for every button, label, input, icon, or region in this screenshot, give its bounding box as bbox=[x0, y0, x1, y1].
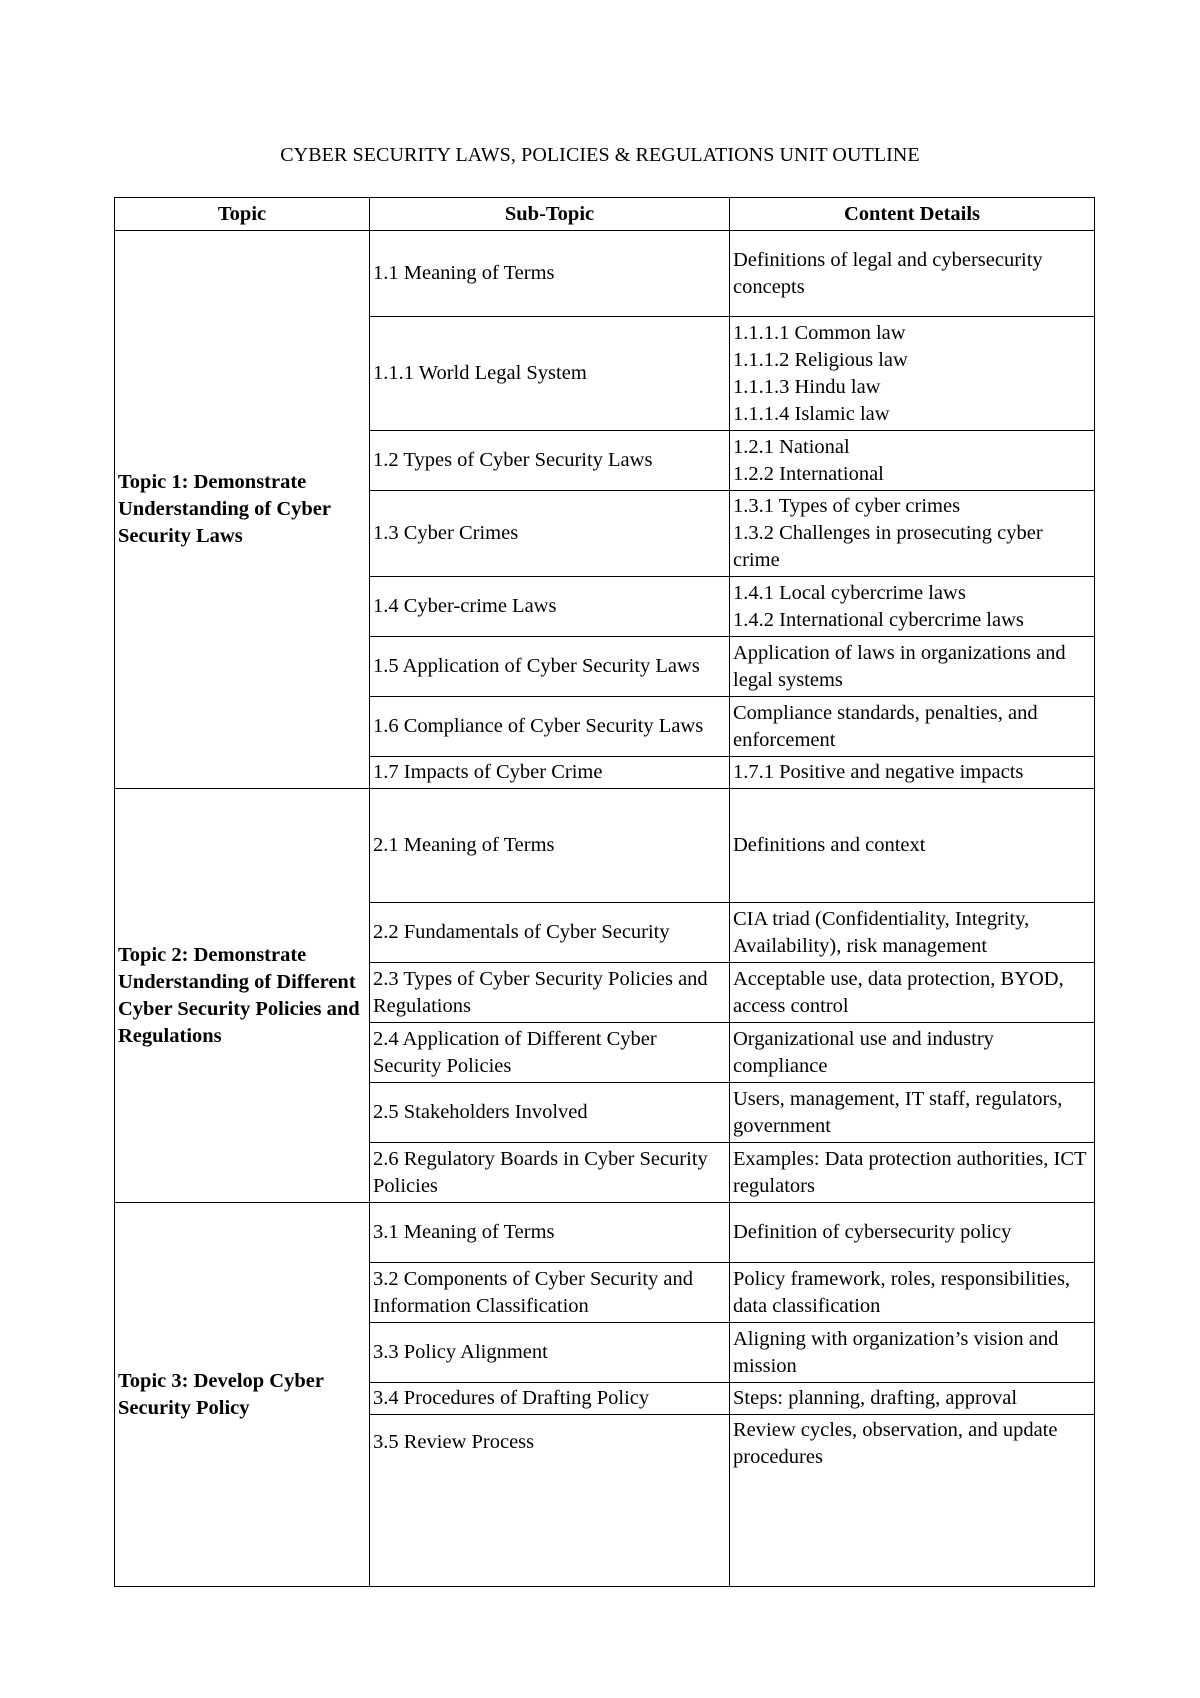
sub-topic-cell: 2.3 Types of Cyber Security Policies and Regulations bbox=[370, 963, 730, 1023]
sub-topic-cell: 1.3 Cyber Crimes bbox=[370, 491, 730, 577]
content-line: Definitions of legal and cybersecurity concepts bbox=[733, 248, 1043, 298]
topic-cell: Topic 2: Demonstrate Understanding of Different Cyber Security Policies and Regulations bbox=[115, 789, 370, 1203]
content-details-cell bbox=[730, 577, 1095, 637]
content-details-cell bbox=[730, 1383, 1095, 1415]
table-row bbox=[115, 231, 1095, 317]
header-sub-topic: Sub-Topic bbox=[370, 198, 730, 231]
header-content-details: Content Details bbox=[730, 198, 1095, 231]
content-line: 1.4.2 International cybercrime laws bbox=[733, 608, 1024, 631]
header-topic: Topic bbox=[115, 198, 370, 231]
sub-topic-cell: 1.4 Cyber-crime Laws bbox=[370, 577, 730, 637]
content-details-cell bbox=[730, 1203, 1095, 1263]
sub-topic-cell: 3.1 Meaning of Terms bbox=[370, 1203, 730, 1263]
content-details-cell bbox=[730, 431, 1095, 491]
topic-cell: Topic 1: Demonstrate Understanding of Cyber Security Laws bbox=[115, 231, 370, 789]
content-line: 1.4.1 Local cybercrime laws bbox=[733, 581, 966, 604]
content-line: Acceptable use, data protection, BYOD, access control bbox=[733, 967, 1064, 1017]
header-row bbox=[115, 198, 1095, 231]
content-line: Examples: Data protection authorities, ICT regulators bbox=[733, 1147, 1087, 1197]
sub-topic-cell: 2.2 Fundamentals of Cyber Security bbox=[370, 903, 730, 963]
sub-topic-cell: 3.3 Policy Alignment bbox=[370, 1323, 730, 1383]
content-line: Application of laws in organizations and legal systems bbox=[733, 641, 1066, 691]
content-details-cell bbox=[730, 1023, 1095, 1083]
content-details-cell bbox=[730, 1263, 1095, 1323]
sub-topic-cell: 1.1 Meaning of Terms bbox=[370, 231, 730, 317]
content-details-cell bbox=[730, 1143, 1095, 1203]
content-details-cell bbox=[730, 1083, 1095, 1143]
content-line: Users, management, IT staff, regulators, government bbox=[733, 1087, 1063, 1137]
content-details-cell bbox=[730, 491, 1095, 577]
content-line: Organizational use and industry compliance bbox=[733, 1027, 994, 1077]
sub-topic-cell: 2.4 Application of Different Cyber Security Policies bbox=[370, 1023, 730, 1083]
content-line: 1.3.1 Types of cyber crimes bbox=[733, 495, 961, 517]
sub-topic-cell: 3.4 Procedures of Drafting Policy bbox=[370, 1383, 730, 1415]
table-row bbox=[115, 789, 1095, 903]
content-line: 1.1.1.3 Hindu law bbox=[733, 375, 881, 398]
content-details-cell bbox=[730, 231, 1095, 317]
content-details-cell bbox=[730, 317, 1095, 431]
sub-topic-cell: 2.6 Regulatory Boards in Cyber Security Policies bbox=[370, 1143, 730, 1203]
content-details-cell bbox=[730, 757, 1095, 789]
sub-topic-cell: 1.6 Compliance of Cyber Security Laws bbox=[370, 697, 730, 757]
content-line: 1.7.1 Positive and negative impacts bbox=[733, 761, 1024, 783]
table-body bbox=[115, 231, 1095, 1587]
sub-topic-cell: 1.7 Impacts of Cyber Crime bbox=[370, 757, 730, 789]
content-line: 1.2.1 National bbox=[733, 435, 850, 458]
content-line: Policy framework, roles, responsibilities, data classification bbox=[733, 1267, 1071, 1317]
content-details-cell bbox=[730, 637, 1095, 697]
sub-topic-cell: 3.5 Review Process bbox=[370, 1415, 730, 1587]
content-line: 1.2.2 International bbox=[733, 462, 884, 485]
sub-topic-cell: 2.1 Meaning of Terms bbox=[370, 789, 730, 903]
sub-topic-cell: 1.2 Types of Cyber Security Laws bbox=[370, 431, 730, 491]
content-line: 1.1.1.1 Common law bbox=[733, 321, 906, 344]
table-row bbox=[115, 1203, 1095, 1263]
sub-topic-cell: 2.5 Stakeholders Involved bbox=[370, 1083, 730, 1143]
page-title: CYBER SECURITY LAWS, POLICIES & REGULATIONS UNIT OUTLINE bbox=[280, 144, 920, 166]
content-details-cell bbox=[730, 903, 1095, 963]
content-line: 1.1.1.2 Religious law bbox=[733, 348, 908, 371]
content-line: Definitions and context bbox=[733, 834, 926, 856]
content-details-cell bbox=[730, 963, 1095, 1023]
content-line: Review cycles, observation, and update procedures bbox=[733, 1419, 1058, 1468]
content-line: Steps: planning, drafting, approval bbox=[733, 1387, 1018, 1409]
content-details-cell bbox=[730, 1323, 1095, 1383]
unit-outline-table bbox=[114, 197, 1095, 1587]
content-line: Aligning with organization’s vision and mission bbox=[733, 1327, 1059, 1377]
content-line: Compliance standards, penalties, and enforcement bbox=[733, 701, 1038, 751]
content-details-cell bbox=[730, 697, 1095, 757]
sub-topic-cell: 1.5 Application of Cyber Security Laws bbox=[370, 637, 730, 697]
content-line: 1.3.2 Challenges in prosecuting cyber crime bbox=[733, 522, 1043, 571]
content-details-cell bbox=[730, 1415, 1095, 1587]
sub-topic-cell: 1.1.1 World Legal System bbox=[370, 317, 730, 431]
content-line: Definition of cybersecurity policy bbox=[733, 1221, 1012, 1243]
content-details-cell bbox=[730, 789, 1095, 903]
topic-cell: Topic 3: Develop Cyber Security Policy bbox=[115, 1203, 370, 1587]
sub-topic-cell: 3.2 Components of Cyber Security and Information Classification bbox=[370, 1263, 730, 1323]
content-line: CIA triad (Confidentiality, Integrity, Availability), risk management bbox=[733, 907, 1030, 957]
content-line: 1.1.1.4 Islamic law bbox=[733, 402, 890, 425]
